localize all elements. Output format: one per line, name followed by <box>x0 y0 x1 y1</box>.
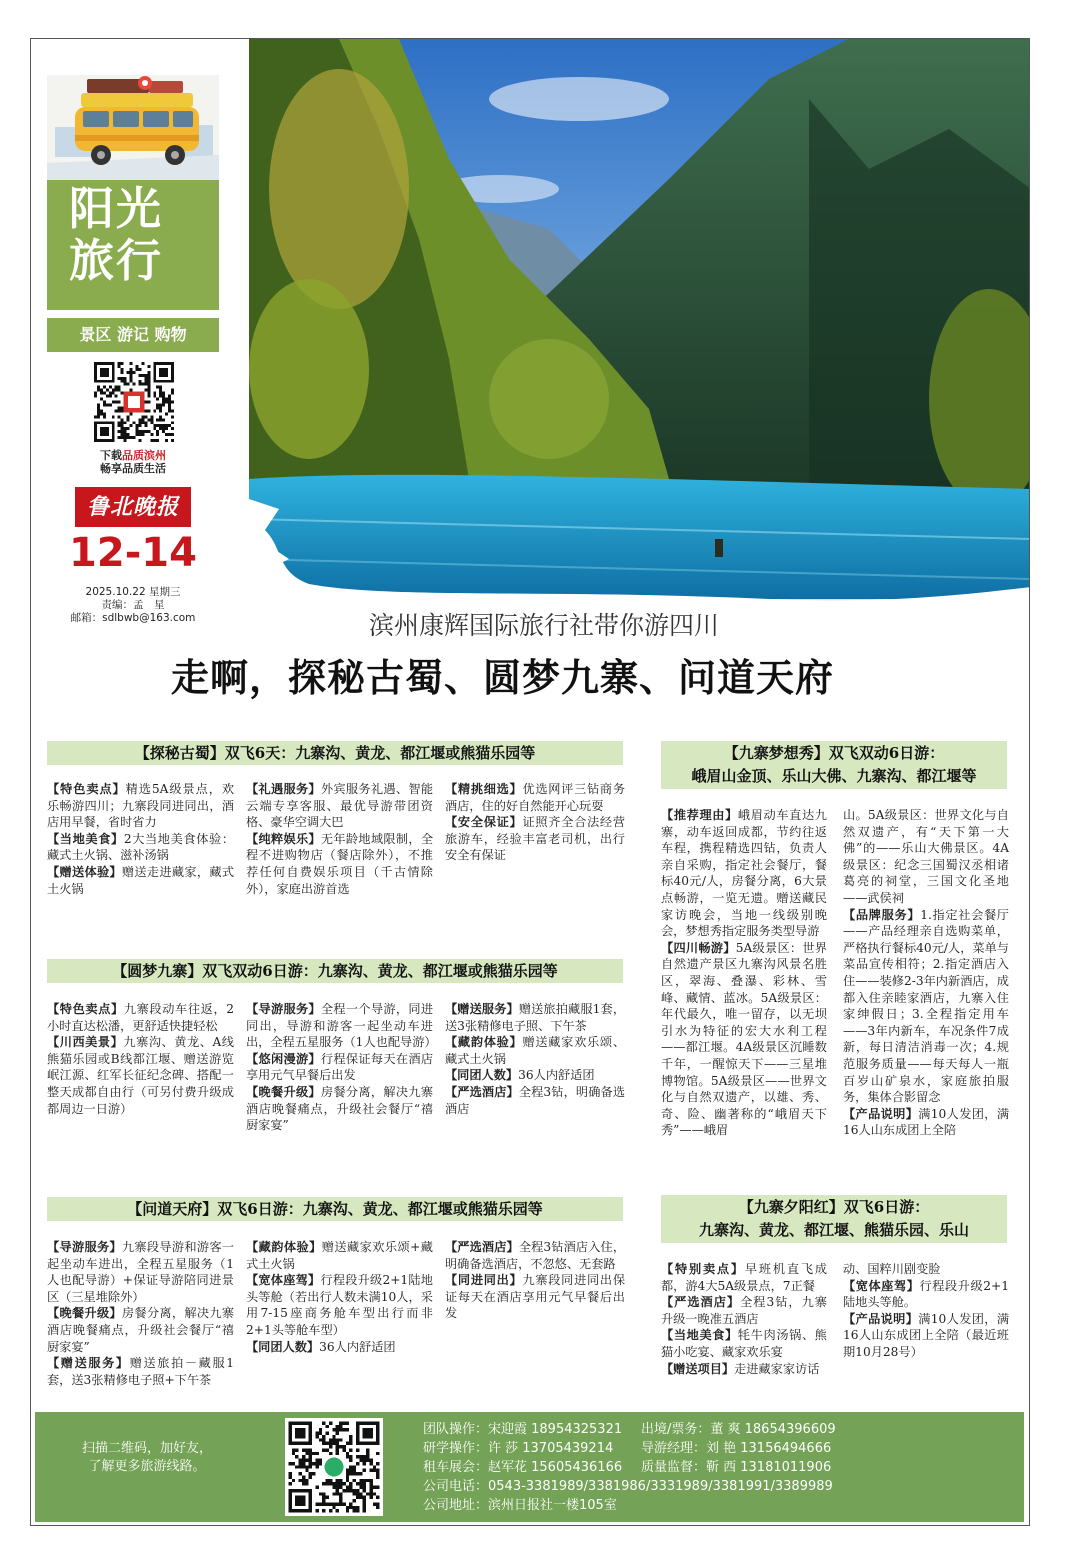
item: 【同团人数】36人内舒适团 <box>445 1068 595 1083</box>
item: 【藏韵体验】赠送藏家欢乐颂、藏式土火锅 <box>445 1035 626 1066</box>
download-app-name: 品质滨州 <box>122 449 166 462</box>
item: 【严选酒店】全程3钻酒店入住，明确备选酒店，不忽悠、无套路 <box>445 1240 626 1271</box>
section-yuanmeng-col3 <box>445 1001 625 1117</box>
item: 动、国粹川剧变脸 <box>843 1262 941 1276</box>
section-bar-line1: 【九寨夕阳红】双飞6日游： <box>738 1198 930 1216</box>
contact-row <box>423 1477 836 1496</box>
section-mengxiangxiu-col2 <box>843 807 1009 1139</box>
newspaper-logo: 鲁北晚报 <box>75 487 191 527</box>
item: 【特色卖点】精选5A级景点，欢乐畅游四川；九寨段同进同出，酒店用早餐，省时省力 <box>47 782 235 830</box>
contact-entry: 团队操作：宋迎霞 18954325321 <box>423 1422 623 1437</box>
section-mengxiangxiu-col1 <box>661 807 827 1139</box>
item: 【晚餐升级】房餐分离，解决九寨酒店晚餐痛点，升级社会餐厅“禧厨家宴” <box>246 1084 434 1133</box>
contact-row <box>423 1439 836 1458</box>
item: 【特色卖点】九寨段动车往返，2小时直达松潘，更舒适快捷轻松 <box>47 1002 235 1033</box>
item: 【当地美食】牦牛肉汤锅、熊猫小吃宴、藏家欢乐宴 <box>661 1328 827 1359</box>
contact-entry: 公司电话：0543-3381989/3381986/3331989/3381991/3389989 <box>423 1479 833 1494</box>
section-wendao-col1 <box>47 1239 234 1388</box>
section-yuanmeng-col2 <box>246 1001 437 1134</box>
item: 【赠送服务】赠送旅拍－藏服1套，送3张精修电子照+下午茶 <box>47 1356 234 1387</box>
section-bar-line2: 峨眉山金顶、乐山大佛、九寨沟、都江堰等 <box>691 767 977 785</box>
item: 【悠闲漫游】行程保证每天在酒店享用元气早餐后出发 <box>246 1051 434 1083</box>
item: 【特别卖点】早班机直飞成都，游4大5A级景点，7正餐 <box>661 1262 828 1293</box>
section-tanmi-col3 <box>445 781 625 864</box>
contact-list <box>423 1420 836 1515</box>
item: 【同进同出】九寨段同进同出保证每天在酒店享用元气早餐后出发 <box>445 1273 626 1321</box>
column-logo <box>47 75 219 310</box>
page-number: 12-14 <box>69 530 197 576</box>
contact-entry: 质量监督：靳 西 13181011906 <box>641 1460 832 1475</box>
item: 【藏韵体验】赠送藏家欢乐颂+藏式土火锅 <box>246 1240 433 1271</box>
item: 【四川畅游】5A级景区：世界自然遗产景区九寨沟风景名胜区，翠海、叠瀑、彩林、雪峰、藏情、蓝冰。5A级景区：年代最久，唯一留存，以无坝引水为特征的宏大水利工程——都江堰。4A级景区沉睡数千年，一醒惊天下——三星堆博物馆。5A级景区——世界文化与自然双遗产，以雄、秀、奇、险、幽著称的“峨眉天下秀”——峨眉 <box>661 940 827 1138</box>
item: 【宽体座驾】行程段升级2+1陆地头等舱（若出行人数未满10人，采用7-15座商务舱车型出行而非2+1头等舱车型） <box>246 1273 433 1337</box>
column-tagline: 景区 游记 购物 <box>47 318 219 352</box>
section-xiyanghong-col2 <box>843 1261 1009 1361</box>
item: 【导游服务】全程一个导游，同进同出，导游和游客一起坐动车进出，全程五星服务（1人也配导游） <box>246 1002 437 1050</box>
item: 山。5A级景区：世界文化与自然双遗产，有“天下第一大佛”的——乐山大佛景区。4A级景区：纪念三国蜀汉丞相诸葛亮的祠堂，三国文化圣地——武侯祠 <box>843 808 1009 905</box>
section-bar-yuanmeng-jiuzhai: 【圆梦九寨】双飞双动6日游：九寨沟、黄龙、都江堰或熊猫乐园等 <box>47 959 623 983</box>
item: 【严选酒店】全程3钻，明确备选酒店 <box>445 1084 626 1116</box>
contact-entry: 租车展会：赵军花 15605436166 <box>423 1460 623 1475</box>
item: 【川西美景】九寨沟、黄龙、A线熊猫乐园或B线都江堰、赠送游览岷江源、红军长征纪念碑、搭配一整天成都自由行（可另付费升级成都周边一日游） <box>47 1035 234 1116</box>
column-title-line1: 阳光 <box>69 182 164 235</box>
section-bar-wendao-tianfu: 【问道天府】双飞6日游：九寨沟、黄龙、都江堰或熊猫乐园等 <box>47 1197 623 1221</box>
article-headline: 走啊，探秘古蜀、圆梦九寨、问道天府 <box>171 655 835 700</box>
item: 【严选酒店】全程3钻，九寨升级一晚准五酒店 <box>661 1295 827 1326</box>
item: 【产品说明】满10人发团，满16人山东成团上全陪（最近班期10月28号） <box>843 1311 1010 1359</box>
section-bar-line1: 【九寨梦想秀】双飞双动6日游： <box>723 744 945 762</box>
item: 【同团人数】36人内舒适团 <box>246 1339 396 1354</box>
section-bar-tanmi-gushu: 【探秘古蜀】双飞6天：九寨沟、黄龙、都江堰或熊猫乐园等 <box>47 741 623 765</box>
item: 【推荐理由】峨眉动车直达九寨，动车返回成都，节约往返车程，携程精选四钻，负责人亲自采购，指定社会餐厅，餐标40元/人，房餐分离，6大景点畅游，一览无遗。赠送藏民家访晚会，当地一线级别晚会，梦想秀指定服务类型导游 <box>661 808 827 939</box>
item: 【宽体座驾】行程段升级2+1陆地头等舱。 <box>843 1278 1009 1310</box>
editor-email: 邮箱：sdlbwb@163.com <box>70 612 196 624</box>
section-bar-line2: 九寨沟、黄龙、都江堰、熊猫乐园、乐山 <box>698 1221 969 1239</box>
section-tanmi-col1 <box>47 781 234 897</box>
contact-row <box>423 1458 836 1477</box>
section-tanmi-col2 <box>246 781 433 897</box>
editor-credit: 责编：孟 星 <box>101 599 165 611</box>
section-bar-mengxiangxiu <box>661 741 1007 789</box>
column-title <box>69 183 163 287</box>
section-bar-xiyanghong <box>661 1195 1007 1243</box>
item: 【晚餐升级】房餐分离，解决九寨酒店晚餐痛点，升级社会餐厅“禧厨家宴” <box>47 1306 235 1354</box>
item: 【赠送项目】走进藏家家访话 <box>661 1361 820 1376</box>
item: 【导游服务】九寨段导游和游客一起坐动车进出，全程五星服务（1人也配导游）+保证导游陪同进景区（三星堆除外） <box>47 1240 235 1304</box>
contact-row <box>423 1496 836 1515</box>
wechat-qr-code[interactable] <box>285 1418 383 1516</box>
item: 【精挑细选】优选网评三钻商务酒店，住的好自然能开心玩耍 <box>445 782 626 813</box>
item: 【赠送服务】赠送旅拍藏服1套，送3张精修电子照、下午茶 <box>445 1002 626 1033</box>
contact-entry: 公司地址：滨州日报社一楼105室 <box>423 1498 617 1513</box>
jiuzhaigou-lake-photo <box>249 39 1030 607</box>
app-slogan: 畅享品质生活 <box>100 462 166 475</box>
section-xiyanghong-col1 <box>661 1261 827 1377</box>
contact-footer <box>35 1412 1024 1522</box>
section-wendao-col2 <box>246 1239 433 1355</box>
article-subtitle: 滨州康辉国际旅行社带你游四川 <box>369 611 720 640</box>
download-prefix: 下载 <box>100 449 122 462</box>
section-yuanmeng-col1 <box>47 1001 234 1117</box>
item: 【纯粹娱乐】无年龄地域限制，全程不进购物店（餐店除外），不推荐任何自费娱乐项目（千古情除外），家庭出游首选 <box>246 831 434 896</box>
item: 【当地美食】2大当地美食体验：藏式土火锅、滋补汤锅 <box>47 831 235 863</box>
contact-entry: 研学操作：许 莎 13705439214 <box>423 1441 614 1456</box>
item: 【赠送体验】赠送走进藏家，藏式土火锅 <box>47 864 235 896</box>
newspaper-page <box>30 38 1030 1526</box>
column-title-line2: 旅行 <box>69 234 164 287</box>
masthead-column <box>47 47 219 622</box>
scan-prompt: 扫描二维码，加好友，了解更多旅游线路。 <box>81 1441 212 1474</box>
item: 【产品说明】满10人发团，满16人山东成团上全陪 <box>843 1106 1010 1138</box>
section-wendao-col3 <box>445 1239 625 1322</box>
issue-date: 2025.10.22 星期三 <box>85 586 181 598</box>
contact-row <box>423 1420 836 1439</box>
app-download-line <box>47 449 219 462</box>
travel-van-illustration <box>47 75 219 180</box>
item: 【品牌服务】1.指定社会餐厅——产品经理亲自选购菜单，严格执行餐标40元/人，菜单与菜品宣传相符；2.指定酒店入住——装修2-3年内新酒店，成都入住亲睦家酒店，九寨入住家绅假日；3.全程指定用车——3年内新车，车况条件7成新，每日清洁消毒一次；4.规范服务质量——每天每人一瓶百岁山矿泉水，家庭旅拍服务，集体合影留念 <box>843 907 1009 1105</box>
contact-entry: 出境/票务：董 爽 18654396609 <box>641 1422 836 1437</box>
item: 【安全保证】证照齐全合法经营旅游车，经验丰富老司机，出行安全有保证 <box>445 815 626 863</box>
item: 【礼遇服务】外宾服务礼遇、智能云端专享客服、最优导游带团资格、豪华空调大巴 <box>246 782 434 830</box>
app-qr-code[interactable] <box>91 359 177 445</box>
contact-entry: 导游经理：刘 艳 13156494666 <box>641 1441 832 1456</box>
